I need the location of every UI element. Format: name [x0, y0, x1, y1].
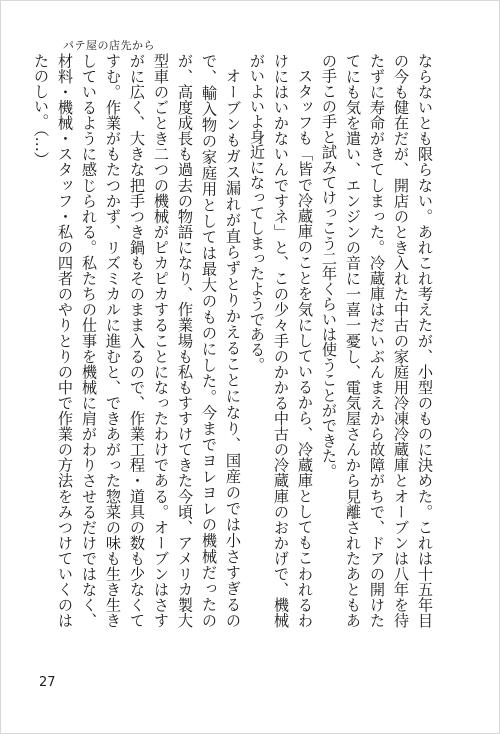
page-number: 27	[39, 675, 56, 690]
paragraph-1: ならないとも限らない。あれこれ考えたが、小型のものに決めた。これは十五年目の今も健在だが、開店のとき入れた中古の家庭用冷凍冷蔵庫とオーブンは八年を待たずに寿命がきてしまった。冷蔵庫はだいぶんまえから故障がちで、ドアの開けたてにも気を遣い、エンジンの音に一喜一憂し、電気屋さんから見離されたあともあの手この手と試みてけっこう二年くらいは使うことができた。	[320, 53, 434, 628]
paragraph-2: スタッフも「皆で冷蔵庫のことを気にしているから、冷蔵庫としてもこわれるわけにはいかないんですネ」と、この少々手のかかる中古の冷蔵庫のおかげで、機械がいよいよ身近になってしまったようである。	[248, 53, 314, 628]
running-head: パテ屋の店先から	[63, 39, 155, 52]
body-text	[29, 53, 437, 628]
paragraph-3: オーブンもガス漏れが直らずとりかえることになり、国産のでは小さすぎるので、輸入物の家庭用としては最大のものにした。今までヨレヨレの機械だったのが、高度成長も過去の物語になり、作業場も私もすすけてきた今頃、アメリカ製大型車のごとき二つの機械がピカピカすることになったわけである。オーブンはさすがに広く、大きな把手つき鍋もそのまま入るので、作業工程・道具の数も少なくてすむ。作業がもたつかず、リズミカルに進むと、できあがった惣菜の味も生き生きしているように感じられる。私たちの仕事を機械に肩がわりさせるだけではなく、材料・機械・スタッフ・私の四者のやりとりの中で作業の方法をみつけていくのはたのしい。（…）	[32, 53, 242, 628]
